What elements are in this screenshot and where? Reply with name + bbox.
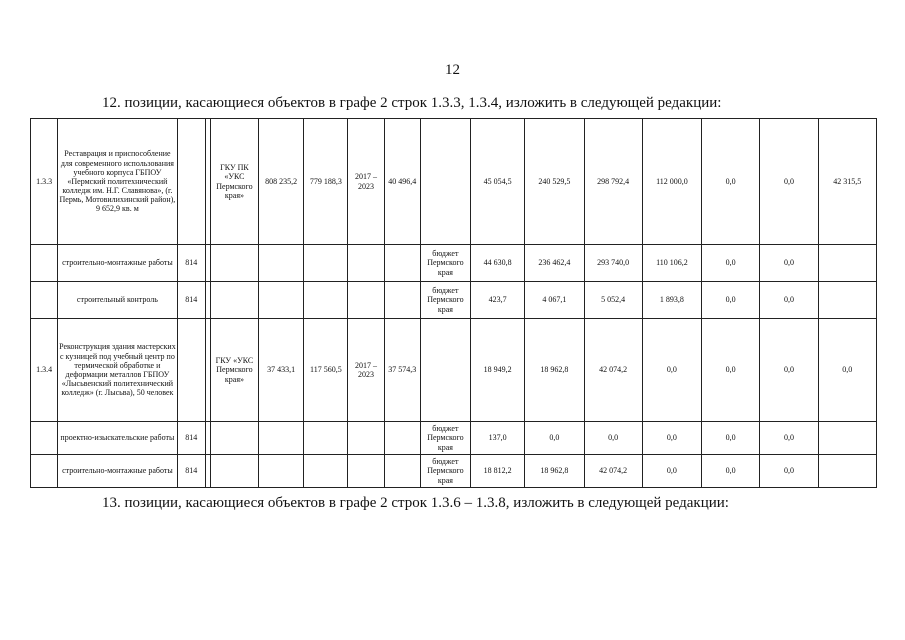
year-value: 5 052,4 (584, 282, 642, 319)
year-value: 42 315,5 (818, 119, 876, 245)
year-value: 0,0 (702, 319, 760, 422)
organization-cell (210, 245, 258, 282)
object-name: строительно-монтажные работы (58, 245, 178, 282)
year-value: 0,0 (760, 119, 818, 245)
object-name: строительно-монтажные работы (58, 455, 178, 488)
year-value (818, 245, 876, 282)
year-value: 18 949,2 (471, 319, 525, 422)
year-value: 0,0 (642, 319, 701, 422)
year-value: 0,0 (525, 422, 584, 455)
period-cell (348, 455, 384, 488)
value-cell (384, 282, 420, 319)
year-value: 4 067,1 (525, 282, 584, 319)
value-cell: 808 235,2 (259, 119, 304, 245)
year-value: 0,0 (642, 422, 701, 455)
year-value: 45 054,5 (471, 119, 525, 245)
code-cell: 814 (177, 422, 205, 455)
code-cell: 814 (177, 282, 205, 319)
organization-cell (210, 455, 258, 488)
year-value (818, 422, 876, 455)
row-number (31, 245, 58, 282)
value-cell: 779 188,3 (304, 119, 348, 245)
year-value: 0,0 (760, 319, 818, 422)
year-value: 0,0 (584, 422, 642, 455)
code-cell: 814 (177, 245, 205, 282)
year-value: 44 630,8 (471, 245, 525, 282)
table-row (31, 282, 877, 319)
value-cell (259, 245, 304, 282)
value-cell: 37 574,3 (384, 319, 420, 422)
year-value: 18 962,8 (525, 455, 584, 488)
year-value: 42 074,2 (584, 455, 642, 488)
year-value (818, 282, 876, 319)
year-value: 0,0 (702, 245, 760, 282)
value-cell (304, 245, 348, 282)
table-row (31, 245, 877, 282)
value-cell (304, 422, 348, 455)
value-cell (304, 455, 348, 488)
period-cell (348, 422, 384, 455)
value-cell (259, 422, 304, 455)
period-cell (348, 245, 384, 282)
value-cell (304, 282, 348, 319)
year-value: 0,0 (760, 455, 818, 488)
source-cell: бюджет Пермского края (420, 282, 470, 319)
table-row (31, 319, 877, 422)
year-value: 18 962,8 (525, 319, 584, 422)
year-value: 110 106,2 (642, 245, 701, 282)
object-name: строительный контроль (58, 282, 178, 319)
year-value: 240 529,5 (525, 119, 584, 245)
code-cell: 814 (177, 455, 205, 488)
year-value: 0,0 (760, 422, 818, 455)
value-cell (384, 245, 420, 282)
source-cell: бюджет Пермского края (420, 455, 470, 488)
year-value: 42 074,2 (584, 319, 642, 422)
year-value: 0,0 (702, 422, 760, 455)
period-cell (348, 282, 384, 319)
code-cell (177, 119, 205, 245)
value-cell (384, 422, 420, 455)
period-cell: 2017 – 2023 (348, 119, 384, 245)
row-number: 1.3.3 (31, 119, 58, 245)
section-13-heading: 13. позиции, касающиеся объектов в графе 2 строк 1.3.6 – 1.3.8, изложить в следующей редакции: (102, 495, 729, 511)
year-value: 0,0 (760, 282, 818, 319)
section-12-heading: 12. позиции, касающиеся объектов в графе 2 строк 1.3.3, 1.3.4, изложить в следующей редакции: (102, 95, 722, 111)
row-number: 1.3.4 (31, 319, 58, 422)
table-row (31, 119, 877, 245)
source-cell: бюджет Пермского края (420, 422, 470, 455)
organization-cell: ГКУ ПК «УКС Пермского края» (210, 119, 258, 245)
year-value: 298 792,4 (584, 119, 642, 245)
organization-cell: ГКУ «УКС Пермского края» (210, 319, 258, 422)
year-value: 0,0 (702, 119, 760, 245)
year-value: 236 462,4 (525, 245, 584, 282)
source-cell (420, 319, 470, 422)
year-value: 112 000,0 (642, 119, 701, 245)
value-cell: 117 560,5 (304, 319, 348, 422)
row-number (31, 455, 58, 488)
year-value: 0,0 (818, 319, 876, 422)
year-value: 137,0 (471, 422, 525, 455)
object-name: проектно-изыскательские работы (58, 422, 178, 455)
period-cell: 2017 – 2023 (348, 319, 384, 422)
source-cell (420, 119, 470, 245)
table-row (31, 455, 877, 488)
value-cell (259, 455, 304, 488)
year-value: 0,0 (702, 455, 760, 488)
objects-table (30, 118, 877, 488)
value-cell (384, 455, 420, 488)
year-value: 423,7 (471, 282, 525, 319)
table-row (31, 422, 877, 455)
value-cell: 37 433,1 (259, 319, 304, 422)
year-value: 0,0 (760, 245, 818, 282)
year-value (818, 455, 876, 488)
page-number: 12 (445, 62, 460, 78)
organization-cell (210, 282, 258, 319)
organization-cell (210, 422, 258, 455)
source-cell: бюджет Пермского края (420, 245, 470, 282)
object-name: Реставрация и приспособление для современного использования учебного корпуса ГБПОУ «Пермский политехнический колледж им. Н.Г. Славянова», (г. Пермь, Мотовилихинский район), 9 652,9 кв. м (58, 119, 178, 245)
row-number (31, 282, 58, 319)
code-cell (177, 319, 205, 422)
year-value: 18 812,2 (471, 455, 525, 488)
object-name: Реконструкция здания мастерских с кузницей под учебный центр по термической обработке и деформации металлов ГБПОУ «Лысьвенский политехнический колледж» (г. Лысьва), 50 человек (58, 319, 178, 422)
row-number (31, 422, 58, 455)
year-value: 0,0 (642, 455, 701, 488)
year-value: 293 740,0 (584, 245, 642, 282)
year-value: 1 893,8 (642, 282, 701, 319)
year-value: 0,0 (702, 282, 760, 319)
value-cell: 40 496,4 (384, 119, 420, 245)
value-cell (259, 282, 304, 319)
